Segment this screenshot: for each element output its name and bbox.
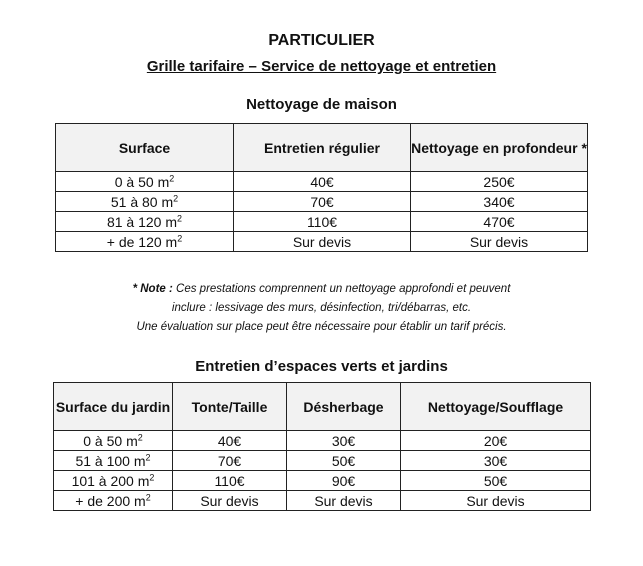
blowing-price-cell: 50€ [401,471,591,491]
page-title: PARTICULIER [268,32,375,49]
house-cleaning-title: Nettoyage de maison [246,96,397,113]
blowing-price-cell: 20€ [401,431,591,451]
table-header-row [56,124,588,172]
garden-surface-cell: + de 200 $m^2$ [54,491,173,511]
column-header-regular: Entretien régulier [234,124,411,172]
column-header-mowing: Tonte/Taille [173,383,287,431]
deep-price-cell: 340€ [411,192,588,212]
table-header-row [54,383,591,431]
column-header-weeding: Désherbage [287,383,401,431]
table-row [56,192,588,212]
deep-price-cell: 470€ [411,212,588,232]
column-header-garden-surface: Surface du jardin [54,383,173,431]
surface-cell: + de 120 $m^2$ [56,232,234,252]
pricing-note [0,280,643,337]
garden-surface-cell: 101 à 200 $m^2$ [54,471,173,491]
regular-price-cell: 40€ [234,172,411,192]
table-row [54,451,591,471]
mowing-price-cell: 40€ [173,431,287,451]
mowing-price-cell: 70€ [173,451,287,471]
garden-title: Entretien d’espaces verts et jardins [195,358,448,375]
regular-price-cell: 110€ [234,212,411,232]
weeding-price-cell: Sur devis [287,491,401,511]
table-row [56,232,588,252]
deep-price-cell: Sur devis [411,232,588,252]
blowing-price-cell: Sur devis [401,491,591,511]
column-header-blowing: Nettoyage/Soufflage [401,383,591,431]
table-row [54,491,591,511]
blowing-price-cell: 30€ [401,451,591,471]
surface-cell: 0 à 50 $m^2$ [56,172,234,192]
weeding-price-cell: 50€ [287,451,401,471]
note-label: * Note : [132,283,173,295]
garden-table [53,382,591,511]
table-row [54,471,591,491]
surface-cell: 81 à 120 $m^2$ [56,212,234,232]
note-line-1: * Note : Ces prestations comprennent un nettoyage approfondi et peuvent [132,283,511,295]
regular-price-cell: 70€ [234,192,411,212]
surface-cell: 51 à 80 $m^2$ [56,192,234,212]
column-header-surface: Surface [56,124,234,172]
mowing-price-cell: Sur devis [173,491,287,511]
page-subtitle: Grille tarifaire – Service de nettoyage et entretien [146,58,497,75]
garden-surface-cell: 0 à 50 $m^2$ [54,431,173,451]
table-row [56,172,588,192]
weeding-price-cell: 90€ [287,471,401,491]
regular-price-cell: Sur devis [234,232,411,252]
house-cleaning-table [55,123,588,252]
deep-price-cell: 250€ [411,172,588,192]
mowing-price-cell: 110€ [173,471,287,491]
table-row [56,212,588,232]
note-line-3: Une évaluation sur place peut être nécessaire pour établir un tarif précis. [136,321,507,333]
note-line-2: inclure : lessivage des murs, désinfection, tri/débarras, etc. [171,302,472,314]
table-row [54,431,591,451]
column-header-deep: Nettoyage en profondeur * [411,124,588,172]
weeding-price-cell: 30€ [287,431,401,451]
garden-surface-cell: 51 à 100 $m^2$ [54,451,173,471]
